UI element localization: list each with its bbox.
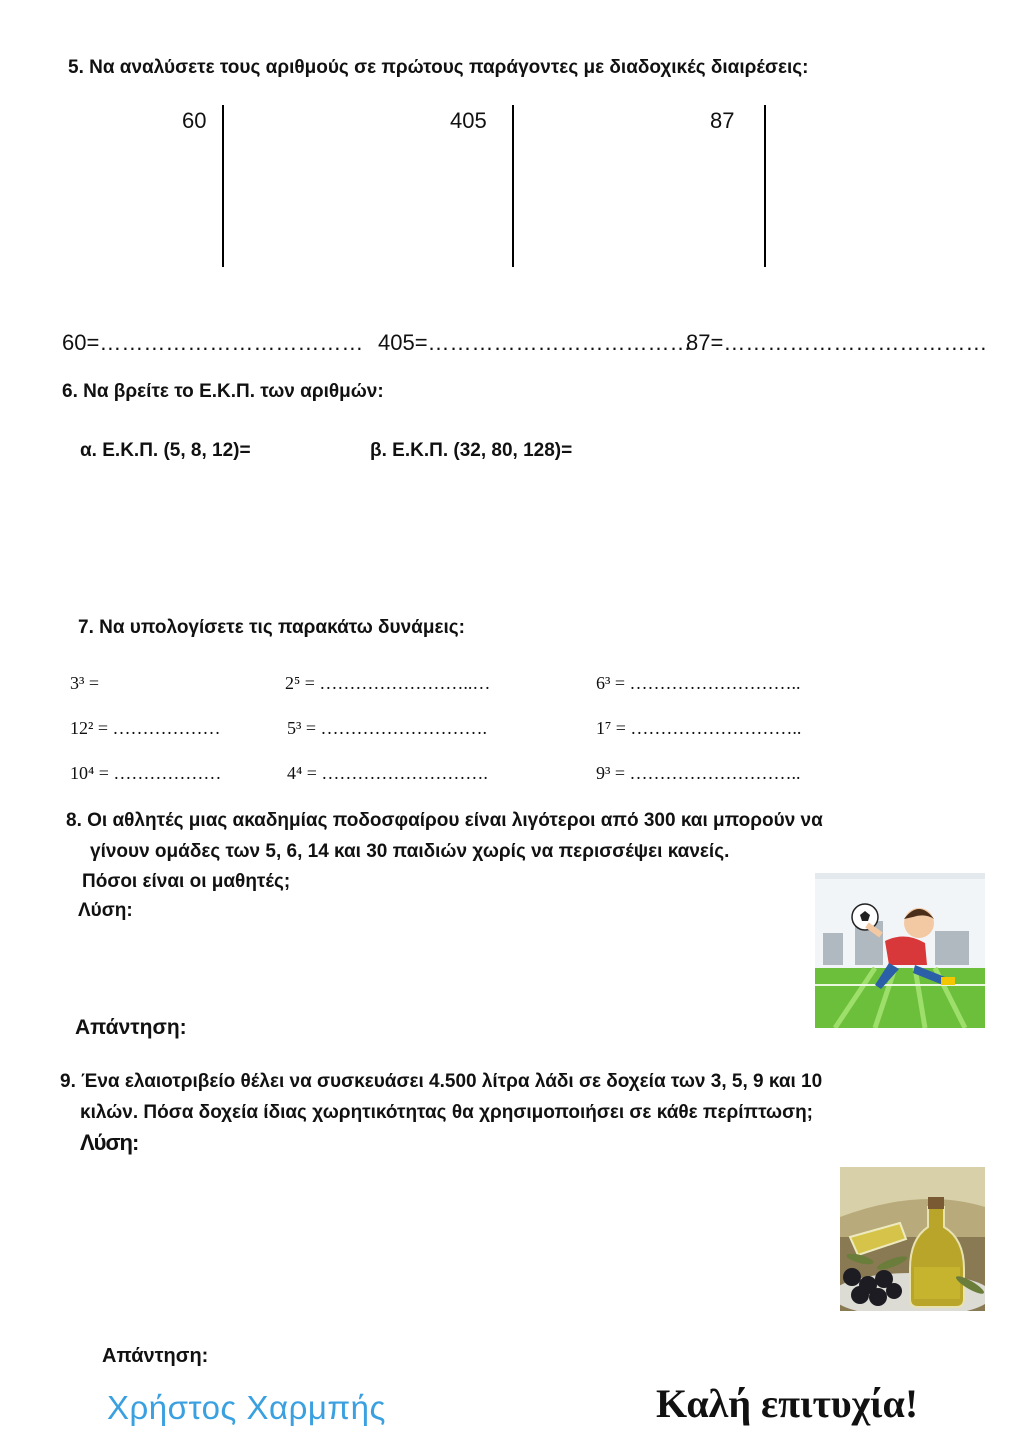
q5-answer-87: 87=……………………………… [686,330,988,355]
division-line [222,105,224,267]
q8-answer-label: Απάντηση: [75,1016,187,1039]
division-line [512,105,514,267]
q5-title: 5. Να αναλύσετε τους αριθμούς σε πρώτους παράγοντες με διαδοχικές διαιρέσεις: [68,57,809,78]
q8-text-line3: Πόσοι είναι οι μαθητές; [82,871,291,892]
author-name: Χρήστος Χαρμπής [107,1389,386,1426]
q9-answer-label: Απάντηση: [102,1345,209,1367]
division-line [764,105,766,267]
good-luck-text: Καλή επιτυχία! [656,1381,919,1426]
q7-power: 10⁴ = ……………… [70,763,222,783]
q7-power: 4⁴ = ………………………. [287,763,488,783]
q6-part-a: α. Ε.Κ.Π. (5, 8, 12)= [80,440,251,461]
q5-answer-60: 60=……………………………… [62,330,364,355]
q7-power: 12² = ……………… [70,718,221,738]
q8-text-line1: 8. Οι αθλητές μιας ακαδημίας ποδοσφαίρου είναι λιγότεροι από 300 και μπορούν να [66,810,823,831]
q6-title: 6. Να βρείτε το Ε.Κ.Π. των αριθμών: [62,381,384,402]
q7-power: 9³ = ……………………….. [596,763,801,783]
q5-number-405: 405 [450,108,487,133]
q6-part-b: β. Ε.Κ.Π. (32, 80, 128)= [370,440,573,461]
q8-solution-label: Λύση: [78,900,133,921]
q7-power: 5³ = ………………………. [287,718,488,738]
q7-power: 1⁷ = ……………………….. [596,718,802,738]
q9-text-line2: κιλών. Πόσα δοχεία ίδιας χωρητικότητας θα χρησιμοποιήσει σε κάθε περίπτωση; [80,1102,814,1123]
q9-solution-label: Λύση: [80,1130,139,1155]
q7-title: 7. Να υπολογίσετε τις παρακάτω δυνάμεις: [78,617,465,638]
q7-power: 3³ = [70,673,100,693]
q7-power: 2⁵ = ……………………..… [285,673,491,693]
q7-power: 6³ = ……………………….. [596,673,801,693]
q5-number-60: 60 [182,108,207,133]
q8-text-line2: γίνουν ομάδες των 5, 6, 14 και 30 παιδιών χωρίς να περισσέψει κανείς. [90,841,730,862]
q5-answer-405: 405=……………………………… [378,330,692,355]
olive-oil-image [840,1167,985,1311]
soccer-player-image [815,873,985,1028]
q5-number-87: 87 [710,108,735,133]
q9-text-line1: 9. Ένα ελαιοτριβείο θέλει να συσκευάσει 4.500 λίτρα λάδι σε δοχεία των 3, 5, 9 και 10 [60,1071,823,1092]
